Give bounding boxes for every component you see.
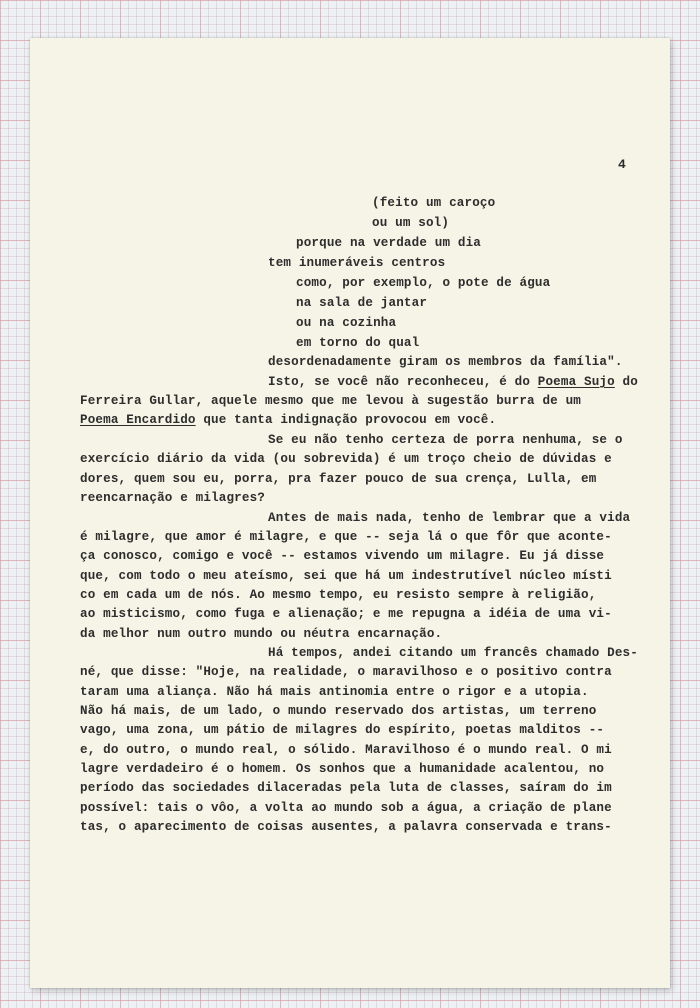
text-segment: Não há mais, de um lado, o mundo reservado dos artistas, um terreno (80, 704, 597, 718)
text-segment: ça conosco, comigo e você -- estamos vivendo um milagre. Eu já disse (80, 549, 605, 563)
text-segment: ou um sol) (372, 216, 450, 230)
text-segment: (feito um caroço (372, 196, 496, 210)
text-segment: dores, quem sou eu, porra, pra fazer pouco de sua crença, Lulla, em (80, 472, 597, 486)
text-segment: Antes de mais nada, tenho de lembrar que a vida (268, 511, 631, 525)
text-line (80, 490, 265, 506)
text-segment: Isto, se você não reconheceu, é do (268, 375, 538, 389)
text-segment: na sala de jantar (296, 296, 428, 310)
text-line (80, 742, 612, 758)
text-line (296, 335, 419, 351)
text-line (268, 354, 623, 370)
text-line (80, 703, 596, 719)
text-line (80, 451, 612, 467)
text-segment: Se eu não tenho certeza de porra nenhuma, se o (268, 433, 623, 447)
text-line (80, 393, 581, 409)
text-segment: ou na cozinha (296, 316, 397, 330)
text-line (80, 819, 612, 835)
text-line (268, 510, 630, 526)
text-segment: tas, o aparecimento de coisas ausentes, a palavra conservada e trans- (80, 820, 612, 834)
text-segment: taram uma aliança. Não há mais antinomia entre o rigor e a utopia. (80, 685, 589, 699)
text-line (296, 235, 481, 251)
text-line (268, 255, 445, 271)
text-line (372, 195, 495, 211)
text-line (80, 587, 596, 603)
text-segment: exercício diário da vida (ou sobrevida) é um troço cheio de dúvidas e (80, 452, 612, 466)
text-segment: ao misticismo, como fuga e alienação; e me repugna a idéia de uma vi- (80, 607, 612, 621)
text-segment: desordenadamente giram os membros da família". (268, 355, 623, 369)
text-segment: porque na verdade um dia (296, 236, 481, 250)
text-segment: co em cada um de nós. Ao mesmo tempo, eu resisto sempre à religião, (80, 588, 597, 602)
text-line (296, 275, 550, 291)
text-segment: tem inumeráveis centros (268, 256, 446, 270)
text-line (80, 626, 442, 642)
text-segment: né, que disse: "Hoje, na realidade, o maravilhoso e o positivo contra (80, 665, 612, 679)
text-line (80, 664, 612, 680)
text-line (268, 432, 623, 448)
text-line (80, 412, 496, 428)
text-segment: como, por exemplo, o pote de água (296, 276, 551, 290)
text-segment: que, com todo o meu ateísmo, sei que há um indestrutível núcleo místi (80, 569, 612, 583)
text-segment: e, do outro, o mundo real, o sólido. Maravilhoso é o mundo real. O mi (80, 743, 612, 757)
page-number: 4 (618, 157, 626, 172)
text-line (80, 722, 604, 738)
text-line (80, 684, 589, 700)
text-line (80, 780, 612, 796)
text-line (268, 645, 638, 661)
text-line (80, 529, 612, 545)
text-line (80, 548, 604, 564)
text-line (372, 215, 449, 231)
text-segment: possível: tais o vôo, a volta ao mundo sob a água, a criação de plane (80, 801, 612, 815)
text-segment: que tanta indignação provocou em você. (195, 413, 497, 427)
text-line (80, 800, 612, 816)
text-line (268, 374, 638, 390)
text-segment: da melhor num outro mundo ou néutra encarnação. (80, 627, 443, 641)
text-line (296, 295, 427, 311)
text-segment: é milagre, que amor é milagre, e que -- seja lá o que fôr que aconte- (80, 530, 612, 544)
text-segment: em torno do qual (296, 336, 420, 350)
underlined-title: Poema Sujo (537, 375, 615, 389)
text-line (80, 606, 612, 622)
text-line (80, 761, 604, 777)
text-segment: Ferreira Gullar, aquele mesmo que me levou à sugestão burra de um (80, 394, 581, 408)
text-segment: Há tempos, andei citando um francês chamado Des- (268, 646, 638, 660)
text-segment: vago, uma zona, um pátio de milagres do espírito, poetas malditos -- (80, 723, 605, 737)
text-segment: lagre verdadeiro é o homem. Os sonhos que a humanidade acalentou, no (80, 762, 605, 776)
text-segment: período das sociedades dilaceradas pela luta de classes, saíram do im (80, 781, 612, 795)
text-line (80, 568, 612, 584)
underlined-title: Poema Encardido (80, 413, 196, 427)
text-segment: do (614, 375, 638, 389)
text-line (296, 315, 396, 331)
text-segment: reencarnação e milagres? (80, 491, 265, 505)
text-line (80, 471, 596, 487)
